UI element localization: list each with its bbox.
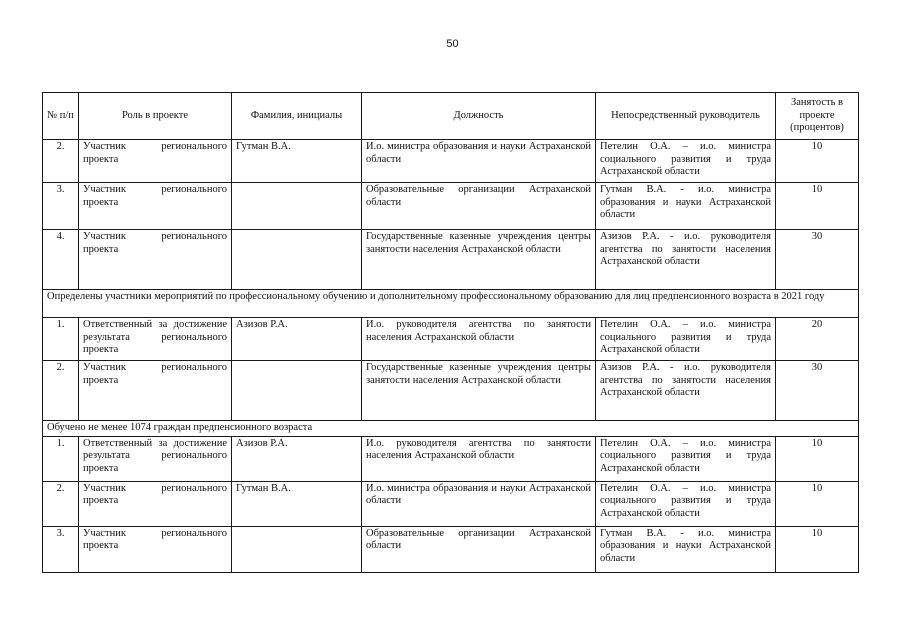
header-supervisor: Непосредственный руководитель — [596, 93, 776, 140]
row-position: Государственные казенные учреждения центры занятости населения Астраханской области — [362, 230, 596, 290]
row-name: Гутман В.А. — [232, 140, 362, 183]
row-position: Государственные казенные учреждения центры занятости населения Астраханской области — [362, 361, 596, 421]
row-position: И.о. руководителя агентства по занятости населения Астраханской области — [362, 318, 596, 361]
row-role: Участник регионального проекта — [79, 361, 232, 421]
row-supervisor: Петелин О.А. – и.о. министра социального развития и труда Астраханской области — [596, 481, 776, 526]
table-row — [43, 140, 859, 183]
row-supervisor: Петелин О.А. – и.о. министра социального развития и труда Астраханской области — [596, 436, 776, 481]
table-row — [43, 230, 859, 290]
section-title-trained-citizens: Обучено не менее 1074 граждан предпенсионного возраста — [43, 421, 859, 437]
row-num: 4. — [43, 230, 79, 290]
row-position: Образовательные организации Астраханской области — [362, 526, 596, 572]
table-row — [43, 361, 859, 421]
row-num: 1. — [43, 318, 79, 361]
page-number: 50 — [446, 38, 459, 50]
header-occupancy: Занятость в проекте (процентов) — [776, 93, 859, 140]
row-name: Азизов Р.А. — [232, 318, 362, 361]
table-row — [43, 183, 859, 230]
row-name — [232, 526, 362, 572]
row-role: Ответственный за достижение результата регионального проекта — [79, 436, 232, 481]
row-role: Участник регионального проекта — [79, 526, 232, 572]
row-occupancy: 30 — [776, 361, 859, 421]
row-num: 3. — [43, 526, 79, 572]
row-position: И.о. министра образования и науки Астраханской области — [362, 140, 596, 183]
project-participants-table — [42, 92, 859, 573]
row-role: Ответственный за достижение результата регионального проекта — [79, 318, 232, 361]
section-row — [43, 290, 859, 318]
row-occupancy: 30 — [776, 230, 859, 290]
row-occupancy: 10 — [776, 526, 859, 572]
row-occupancy: 20 — [776, 318, 859, 361]
row-num: 2. — [43, 481, 79, 526]
row-name — [232, 361, 362, 421]
row-name: Гутман В.А. — [232, 481, 362, 526]
row-supervisor: Гутман В.А. - и.о. министра образования и науки Астраханской области — [596, 526, 776, 572]
row-occupancy: 10 — [776, 140, 859, 183]
row-supervisor: Азизов Р.А. - и.о. руководителя агентства по занятости населения Астраханской области — [596, 361, 776, 421]
row-supervisor: Гутман В.А. - и.о. министра образования и науки Астраханской области — [596, 183, 776, 230]
header-num: № п/п — [43, 93, 79, 140]
table-row — [43, 436, 859, 481]
row-name — [232, 183, 362, 230]
row-num: 2. — [43, 140, 79, 183]
row-num: 2. — [43, 361, 79, 421]
row-num: 3. — [43, 183, 79, 230]
row-position: И.о. руководителя агентства по занятости населения Астраханской области — [362, 436, 596, 481]
row-occupancy: 10 — [776, 481, 859, 526]
table-row — [43, 526, 859, 572]
table-row — [43, 481, 859, 526]
header-name: Фамилия, инициалы — [232, 93, 362, 140]
row-occupancy: 10 — [776, 436, 859, 481]
table-row — [43, 318, 859, 361]
section-title-training-participants: Определены участники мероприятий по профессиональному обучению и дополнительному профессиональному образованию для лиц предпенсионного возраста в 2021 году — [43, 290, 859, 318]
row-role: Участник регионального проекта — [79, 183, 232, 230]
row-occupancy: 10 — [776, 183, 859, 230]
row-supervisor: Петелин О.А. – и.о. министра социального развития и труда Астраханской области — [596, 140, 776, 183]
table-header-row — [43, 93, 859, 140]
row-role: Участник регионального проекта — [79, 230, 232, 290]
header-position: Должность — [362, 93, 596, 140]
header-role: Роль в проекте — [79, 93, 232, 140]
row-role: Участник регионального проекта — [79, 140, 232, 183]
row-position: Образовательные организации Астраханской области — [362, 183, 596, 230]
row-num: 1. — [43, 436, 79, 481]
row-supervisor: Азизов Р.А. - и.о. руководителя агентства по занятости населения Астраханской области — [596, 230, 776, 290]
section-row — [43, 421, 859, 437]
row-name — [232, 230, 362, 290]
row-position: И.о. министра образования и науки Астраханской области — [362, 481, 596, 526]
row-supervisor: Петелин О.А. – и.о. министра социального развития и труда Астраханской области — [596, 318, 776, 361]
row-name: Азизов Р.А. — [232, 436, 362, 481]
row-role: Участник регионального проекта — [79, 481, 232, 526]
